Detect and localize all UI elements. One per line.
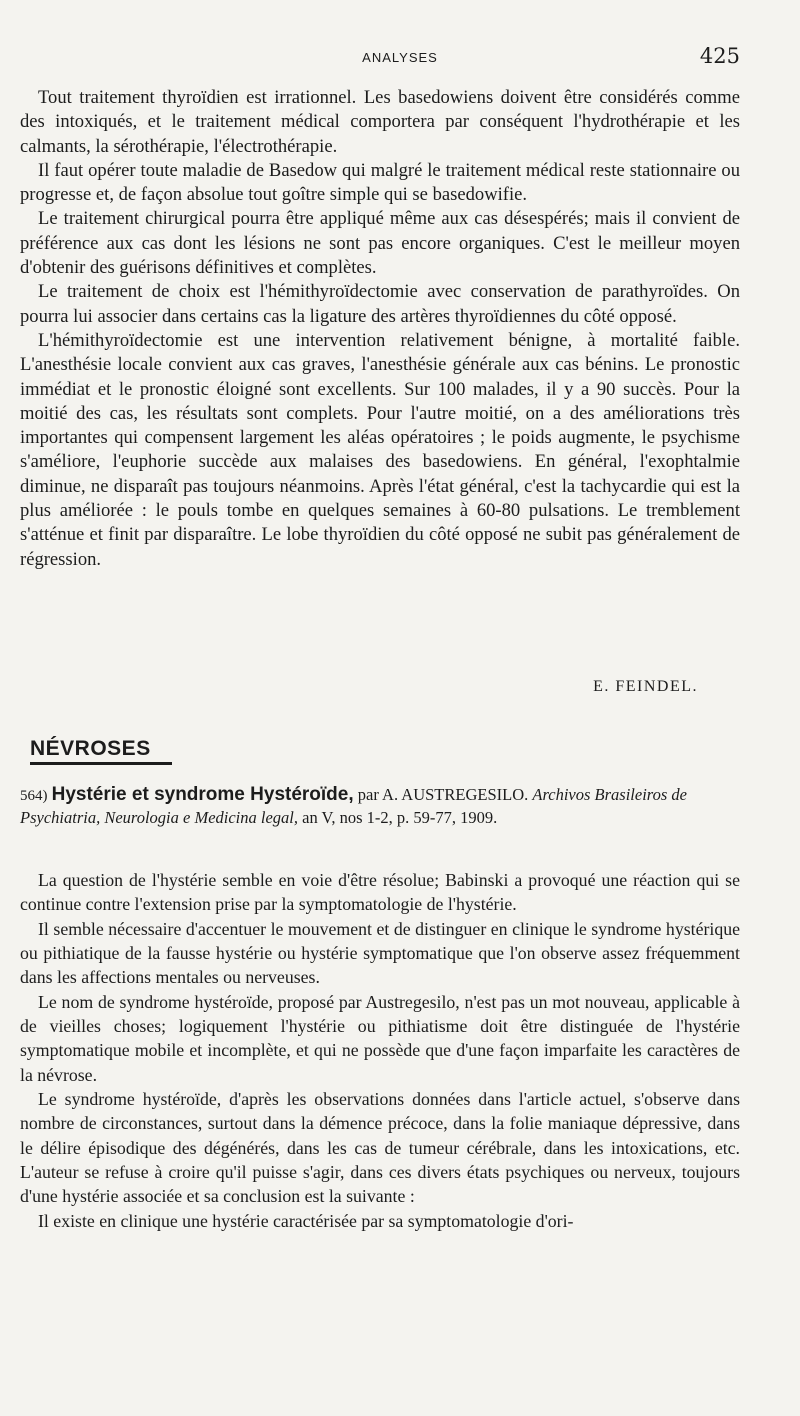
review-paragraph: L'hémithyroïdectomie est une intervention relativement bénigne, à mortalité faible. L'anesthésie locale convient aux cas graves, l'anesthésie générale aux cas bénins. Le pronostic immédiat et le pronostic éloigné sont excellents. Sur 100 malades, il y a 90 succès. Pour la moitié des cas, les résultats sont complets. Pour l'autre moitié, on a des améliorations très importantes qui compensent largement les aléas opératoires ; le poids augmente, le psychisme s'améliore, l'euphorie succède aux malaises des basedowiens. En général, l'exophtalmie diminue, ne disparaît pas toujours néanmoins. Après l'état général, c'est la tachycardie qui est la plus améliorée : le pouls tombe en quelques semaines à 60-80 pulsations. Le tremblement s'atténue et finit par disparaître. Le lobe thyroïdien du côté opposé ne subit pas généralement de régression.: [20, 329, 740, 570]
page-number: 425: [699, 44, 740, 68]
review-paragraph: Le traitement chirurgical pourra être appliqué même aux cas désespérés; mais il convient de préférence aux cas dont les lésions ne sont pas encore organiques. C'est le meilleur moyen d'obtenir des guérisons définitives et complètes.: [20, 208, 740, 279]
article-paragraph: Le syndrome hystéroïde, d'après les observations données dans l'article actuel, s'observe dans nombre de circonstances, surtout dans la démence précoce, dans la folie maniaque dépressive, dans le délire épisodique des dégénérés, dans les cas de tumeur cérébrale, dans les intoxications, etc. L'auteur se refuse à croire qu'il puisse s'agir, dans ces divers états psychiques ou nerveux, toujours d'une hystérie associée et sa conclusion est la suivante :: [20, 1089, 740, 1207]
article-paragraph: Il semble nécessaire d'accentuer le mouvement et de distinguer en clinique le syndrome hystérique ou pithiatique de la fausse hystérie ou hystérie symptomatique que l'on observe assez fréquemment dans les affections mentales ou nerveuses.: [20, 918, 740, 988]
article-title: Hystérie et syndrome Hystéroïde,: [51, 784, 354, 805]
article-header: [20, 784, 745, 828]
review-paragraph: Le traitement de choix est l'hémithyroïdectomie avec conservation de parathyroïdes. On pourra lui associer dans certains cas la ligature des artères thyroïdiennes du côté opposé.: [20, 281, 740, 327]
article-citation: an V, nos 1-2, p. 59-77, 1909.: [302, 808, 498, 827]
running-head: [0, 44, 800, 74]
review-signature: E. FEINDEL.: [593, 678, 698, 695]
article-paragraph: Il existe en clinique une hystérie caractérisée par sa symptomatologie d'ori-: [38, 1210, 574, 1231]
article-paragraph: La question de l'hystérie semble en voie d'être résolue; Babinski a provoqué une réaction qui se continue contre l'extension prise par la symptomatologie de l'hystérie.: [20, 870, 740, 915]
running-head-title: ANALYSES: [362, 50, 438, 65]
review-body: [20, 86, 740, 572]
article-number: 564): [20, 788, 48, 804]
article-journal: Archivos Brasileiros de Psychiatria, Neurologia e Medicina legal,: [20, 785, 687, 827]
section-heading-rule: [30, 762, 172, 765]
review-paragraph: Tout traitement thyroïdien est irrationnel. Les basedowiens doivent être considérés comme des intoxiqués, et le traitement médical comportera par conséquent l'hydrothérapie et les calmants, la sérothérapie, l'électrothérapie.: [20, 87, 740, 157]
article-byline: par A. AUSTREGESILO.: [357, 785, 529, 804]
section-heading: NÉVROSES: [30, 737, 151, 760]
article-paragraph: Le nom de syndrome hystéroïde, proposé par Austregesilo, n'est pas un mot nouveau, applicable à de vieilles choses; logiquement l'hystérie ou pithiatisme doit être distinguée de l'hystérie symptomatique mobile et incomplète, et qui ne possède que d'une façon imparfaite les caractères de la névrose.: [20, 991, 740, 1085]
review-paragraph: Il faut opérer toute maladie de Basedow qui malgré le traitement médical reste stationnaire ou progresse et, de façon absolue tout goître simple qui se basedowifie.: [20, 159, 740, 206]
article-body: [20, 868, 740, 1233]
